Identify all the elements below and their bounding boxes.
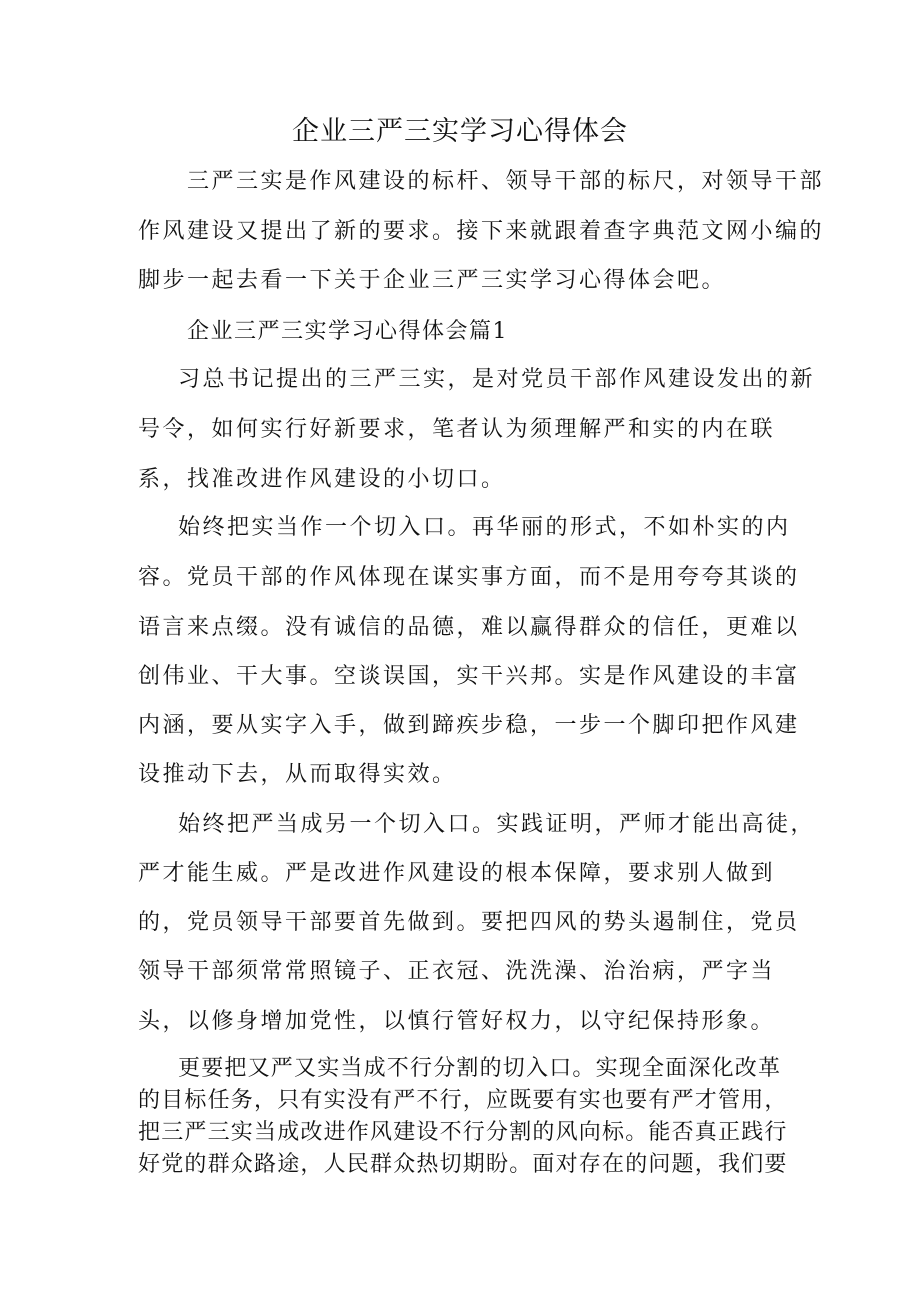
body-line: 语言来点缀。没有诚信的品德，难以赢得群众的信任，更难以 [138,615,800,640]
body-line: 始终把实当作一个切入口。再华丽的形式，不如朴实的内 [178,515,791,540]
body-line: 内涵，要从实字入手，做到蹄疾步稳，一步一个脚印把作风建 [138,713,800,738]
body-line: 号令，如何实行好新要求，笔者认为须理解严和实的内在联 [138,417,776,442]
body-line: 领导干部须常常照镜子、正衣冠、洗洗澡、治治病，严字当 [138,959,776,984]
body-line: 好党的群众路途，人民群众热切期盼。面对存在的问题，我们要 [138,1152,788,1177]
body-line: 始终把严当成另一个切入口。实践证明，严师才能出高徒， [178,812,816,837]
body-line: 系，找准改进作风建设的小切口。 [138,467,506,492]
body-line: 设推动下去，从而取得实效。 [138,762,457,787]
body-line: 创伟业、干大事。空谈误国，实干兴邦。实是作风建设的丰富 [138,664,800,689]
body-line: 的目标任务，只有实没有严不行，应既要有实也要有严才管用， [138,1088,788,1113]
section-heading: 企业三严三实学习心得体会篇1 [187,319,508,344]
document-title: 企业三严三实学习心得体会 [292,116,628,147]
body-line: 三严三实是作风建设的标杆、领导干部的标尺，对领导干部 [187,169,825,194]
body-line: 更要把又严又实当成不行分割的切入口。实现全面深化改革 [178,1056,782,1081]
body-line: 习总书记提出的三严三实，是对党员干部作风建设发出的新 [178,367,816,392]
body-line: 容。党员干部的作风体现在谋实事方面，而不是用夸夸其谈的 [138,565,800,590]
body-line: 把三严三实当成改进作风建设不行分割的风向标。能否真正践行 [138,1120,788,1145]
body-line: 的，党员领导干部要首先做到。要把四风的势头遏制住，党员 [138,910,800,935]
body-line: 作风建设又提出了新的要求。接下来就跟着查字典范文网小编的 [138,219,825,244]
body-line: 脚步一起去看一下关于企业三严三实学习心得体会吧。 [138,268,727,293]
body-line: 严才能生威。严是改进作风建设的根本保障，要求别人做到 [138,861,776,886]
body-line: 头，以修身增加党性，以慎行管好权力，以守纪保持形象。 [138,1009,776,1034]
